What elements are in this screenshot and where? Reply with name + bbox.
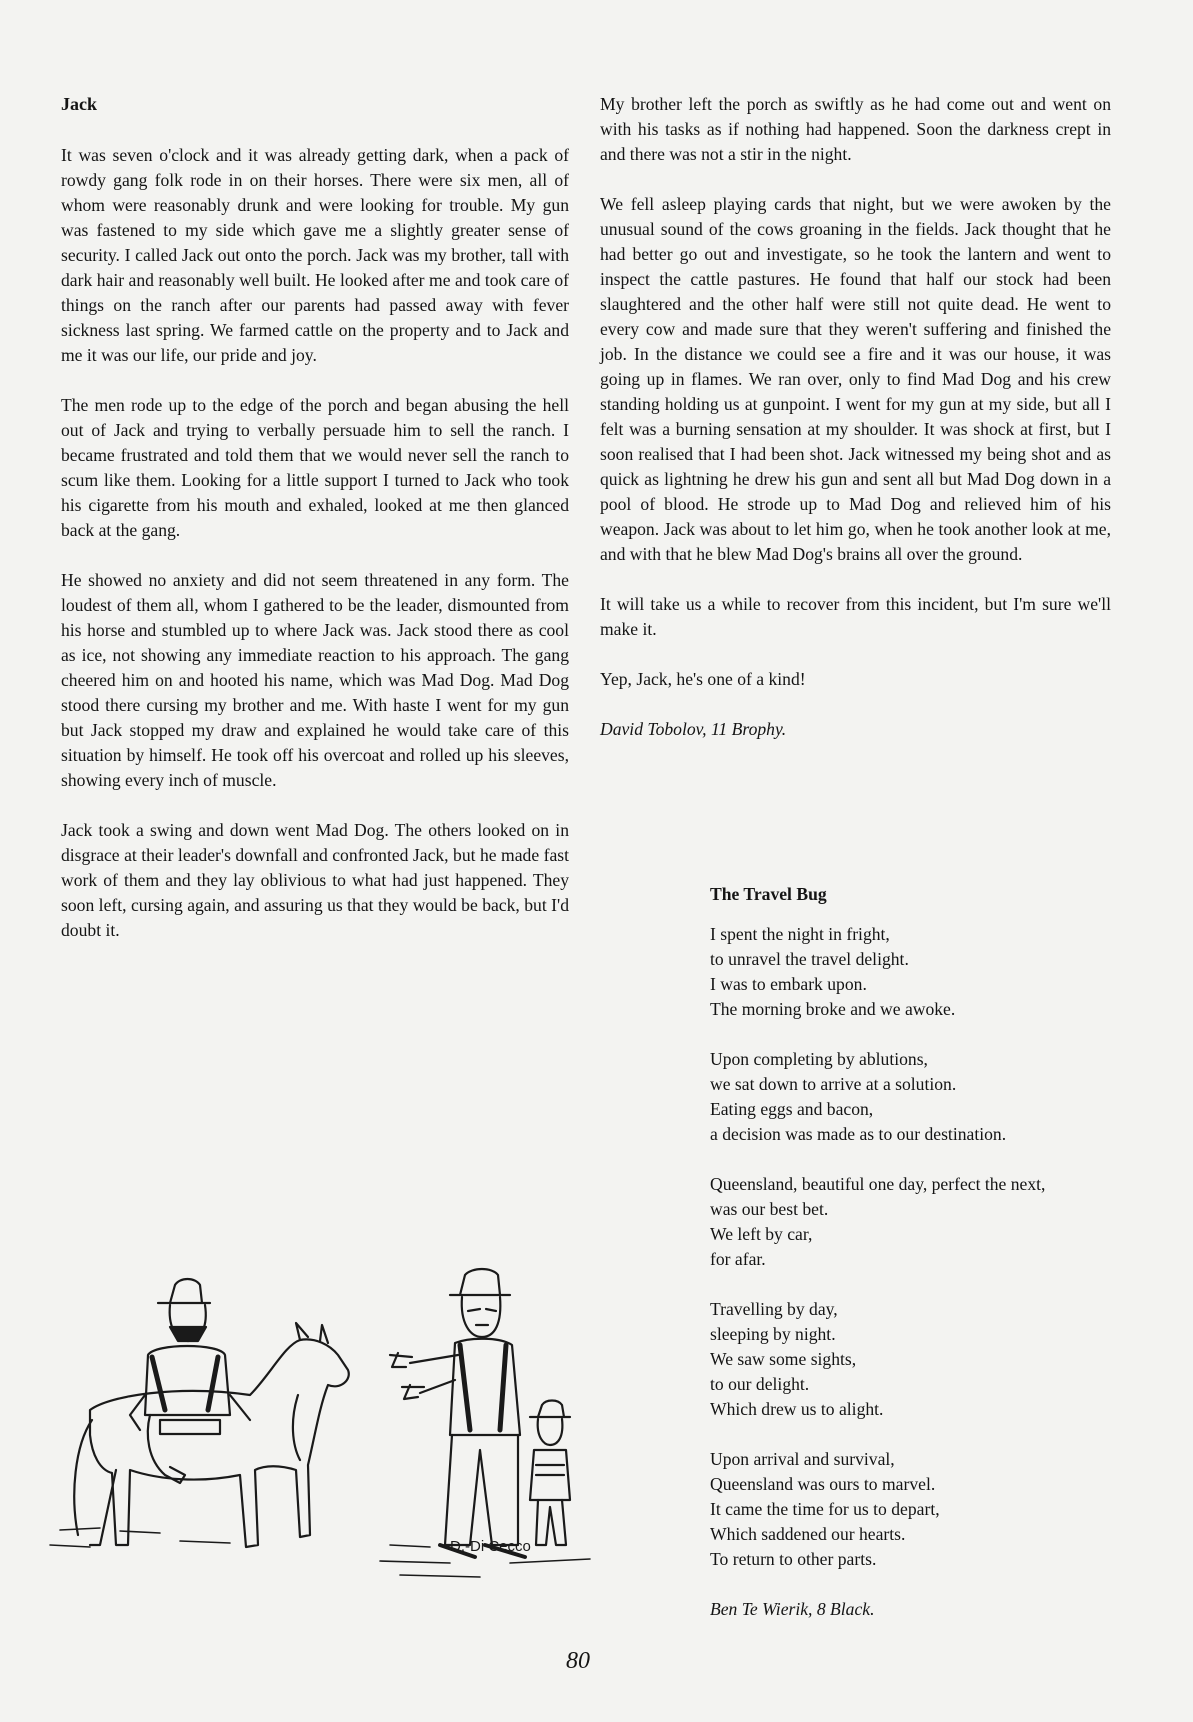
poem-line: sleeping by night.	[710, 1324, 836, 1344]
poem-stanza	[710, 1447, 1110, 1572]
poem-line: I was to embark upon.	[710, 974, 867, 994]
poem-line: Which saddened our hearts.	[710, 1524, 906, 1544]
poem-line: was our best bet.	[710, 1199, 829, 1219]
story-paragraph: My brother left the porch as swiftly as he had come out and went on with his tasks as if nothing had happened. Soon the darkness crept in and there was not a stir in the night.	[600, 94, 1111, 164]
poem-line: The morning broke and we awoke.	[710, 999, 956, 1019]
cowboy-illustration	[30, 1245, 630, 1585]
poem-stanza	[710, 1047, 1110, 1147]
page-number: 80	[566, 1648, 590, 1674]
poem-stanza	[710, 1297, 1110, 1422]
poem-line: Which drew us to alight.	[710, 1399, 884, 1419]
artist-signature: D.-Di Cecco	[450, 1538, 531, 1555]
boy-drawing	[530, 1401, 570, 1546]
poem-author: Ben Te Wierik, 8 Black.	[710, 1599, 875, 1619]
story-paragraph: He showed no anxiety and did not seem threatened in any form. The loudest of them all, whom I gathered to be the leader, dismounted from his horse and stumbled up to where Jack was. Jack stood there as cool as ice, not showing any immediate reaction to his approach. The gang cheered him on and hooted his name, which was Mad Dog. Mad Dog stood there cursing my brother and me. With haste I went for my gun but Jack stopped my draw and explained he would take care of this situation by himself. He took off his overcoat and rolled up his sleeves, showing every inch of muscle.	[61, 570, 569, 790]
poem-line: for afar.	[710, 1249, 766, 1269]
poem-line: Queensland, beautiful one day, perfect the next,	[710, 1174, 1046, 1194]
poem-stanza	[710, 1172, 1110, 1272]
poem-line: Upon arrival and survival,	[710, 1449, 895, 1469]
poem-line: To return to other parts.	[710, 1549, 877, 1569]
story-title: Jack	[61, 94, 97, 114]
gunman-drawing	[390, 1269, 525, 1557]
story-paragraph: It will take us a while to recover from this incident, but I'm sure we'll make it.	[600, 594, 1111, 639]
poem-line: we sat down to arrive at a solution.	[710, 1074, 957, 1094]
poem	[710, 882, 1110, 1622]
poem-line: Upon completing by ablutions,	[710, 1049, 928, 1069]
story-left-column	[61, 92, 569, 968]
poem-line: a decision was made as to our destination.	[710, 1124, 1007, 1144]
poem-line: We saw some sights,	[710, 1349, 857, 1369]
story-author: David Tobolov, 11 Brophy.	[600, 719, 787, 739]
story-paragraph: Jack took a swing and down went Mad Dog. The others looked on in disgrace at their leader's downfall and confronted Jack, but he made fast work of them and they lay oblivious to what had just happened. They soon left, cursing again, and assuring us that they would be back, but I'd doubt it.	[61, 820, 569, 940]
poem-line: We left by car,	[710, 1224, 813, 1244]
story-paragraph: It was seven o'clock and it was already getting dark, when a pack of rowdy gang folk rode in on their horses. There were six men, all of whom were reasonably drunk and were looking for trouble. My gun was fastened to my side which gave me a slightly greater sense of security. I called Jack out onto the porch. Jack was my brother, tall with dark hair and reasonably well built. He looked after me and took care of things on the ranch after our parents had passed away with fever sickness last spring. We farmed cattle on the property and to Jack and me it was our life, our pride and joy.	[61, 145, 569, 365]
poem-line: I spent the night in fright,	[710, 924, 890, 944]
horse-rider-drawing	[74, 1279, 349, 1547]
story-paragraph: Yep, Jack, he's one of a kind!	[600, 669, 806, 689]
poem-line: It came the time for us to depart,	[710, 1499, 940, 1519]
story-right-column	[600, 92, 1111, 767]
story-paragraph: The men rode up to the edge of the porch and began abusing the hell out of Jack and trying to verbally persuade him to sell the ranch. I became frustrated and told them that we would never sell the ranch to scum like them. Looking for a little support I turned to Jack who took his cigarette from his mouth and exhaled, looked at me then glanced back at the gang.	[61, 395, 569, 540]
poem-line: to unravel the travel delight.	[710, 949, 909, 969]
story-paragraph: We fell asleep playing cards that night, but we were awoken by the unusual sound of the cows groaning in the fields. Jack thought that he had better go out and investigate, so he took the lantern and went to inspect the cattle pastures. He found that half our stock had been slaughtered and the other half were still not quite dead. He went to every cow and made sure that they weren't suffering and finished the job. In the distance we could see a fire and it was our house, it was going up in flames. We ran over, only to find Mad Dog and his crew standing holding us at gunpoint. I went for my gun at my side, but all I felt was a burning sensation at my shoulder. It was shock at first, but I soon realised that I had been shot. Jack witnessed my being shot and as quick as lightning he drew his gun and sent all but Mad Dog down in a pool of blood. He strode up to Mad Dog and relieved him of his weapon. Jack was about to let him go, when he took another look at me, and with that he blew Mad Dog's brains all over the ground.	[600, 194, 1111, 564]
poem-line: Eating eggs and bacon,	[710, 1099, 874, 1119]
poem-line: Travelling by day,	[710, 1299, 838, 1319]
poem-line: Queensland was ours to marvel.	[710, 1474, 936, 1494]
poem-line: to our delight.	[710, 1374, 810, 1394]
poem-stanza	[710, 922, 1110, 1022]
poem-title: The Travel Bug	[710, 884, 827, 904]
